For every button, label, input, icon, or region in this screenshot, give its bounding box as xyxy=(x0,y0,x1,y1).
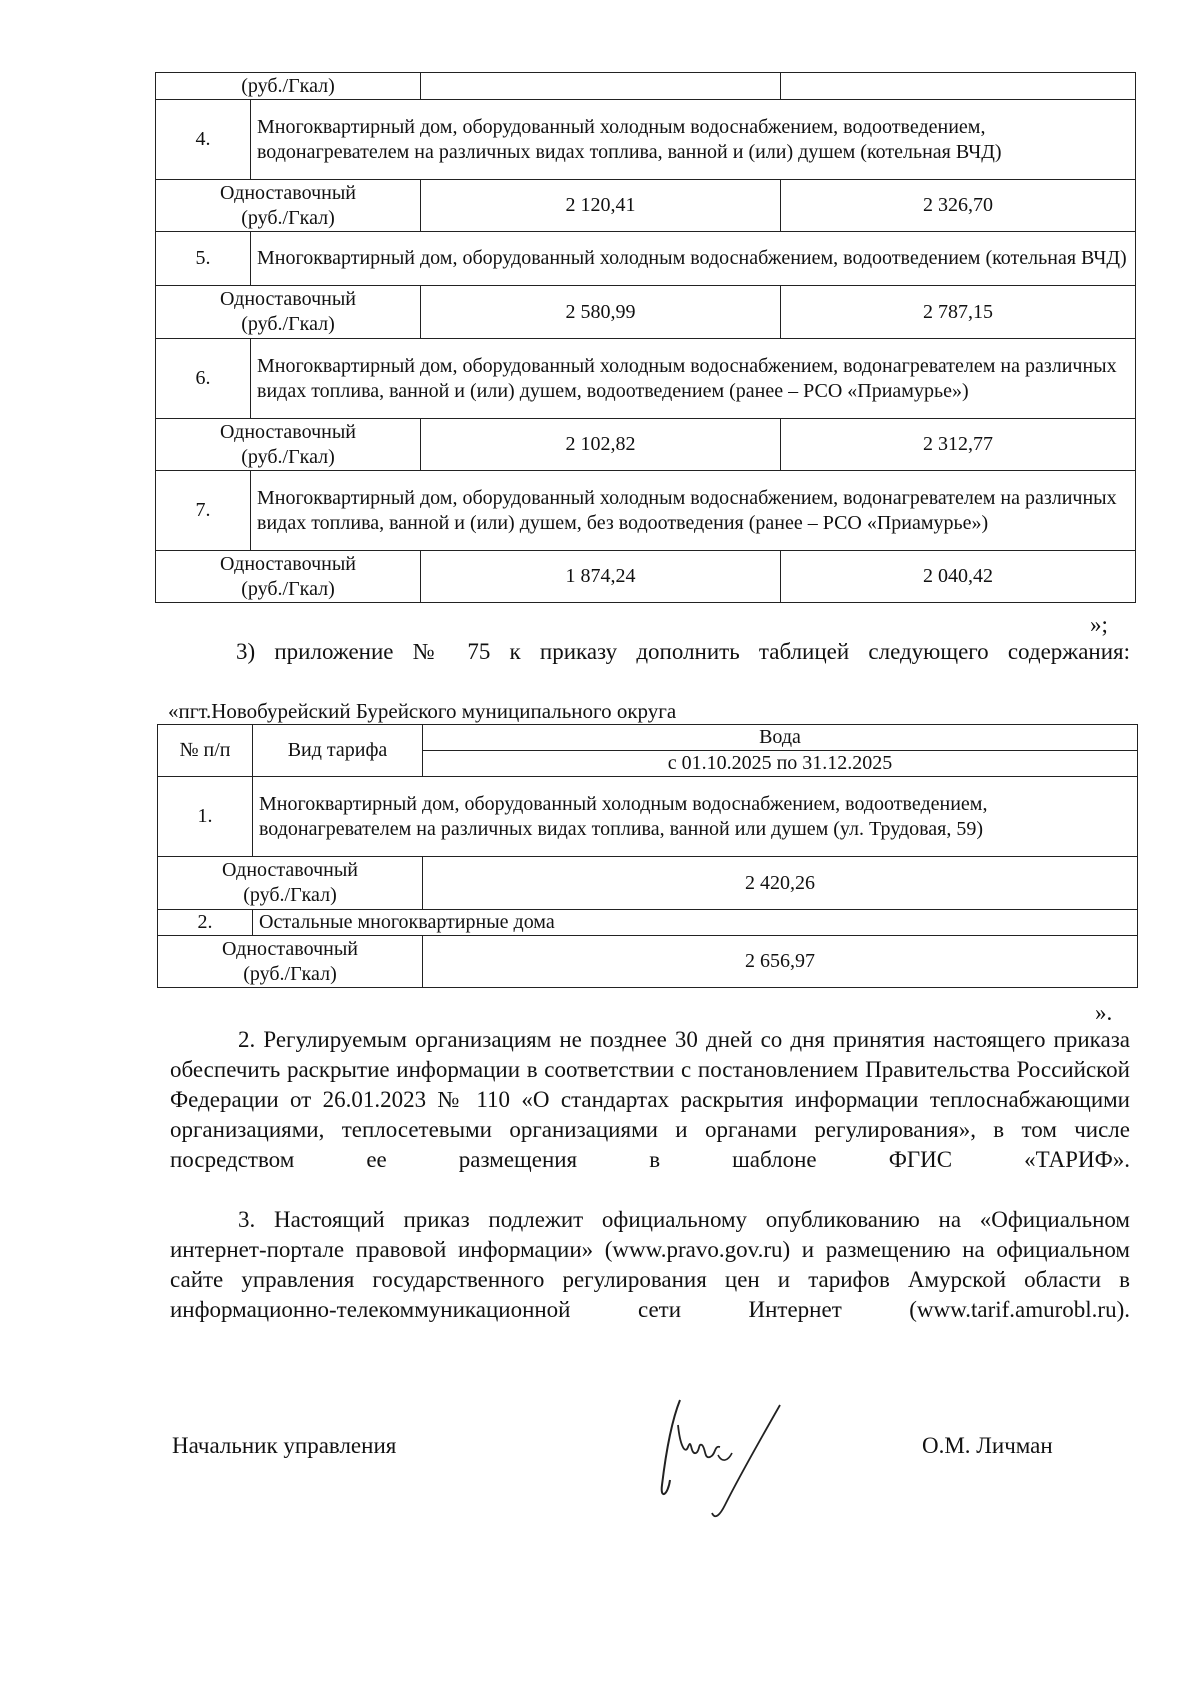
row-number: 2. xyxy=(158,910,253,936)
rate-type-cell: Одноставочный (руб./Гкал) xyxy=(156,286,421,339)
tariff-value: 1 874,24 xyxy=(421,551,781,603)
row-number: 4. xyxy=(156,100,251,180)
row-description: Остальные многоквартирные дома xyxy=(253,910,1138,936)
rate-type-cell: Одноставочный (руб./Гкал) xyxy=(156,419,421,471)
item-3-text: 3) приложение № 75 к приказу дополнить таблицей следующего содержания: xyxy=(236,639,1130,664)
rate-type-cell: Одноставочный (руб./Гкал) xyxy=(158,936,423,988)
signature-position: Начальник управления xyxy=(172,1433,397,1458)
tariff-value: 2 787,15 xyxy=(781,286,1136,339)
quote-close: ». xyxy=(1095,1000,1113,1025)
quote-close: »; xyxy=(1090,612,1108,637)
tariff-value: 2 040,42 xyxy=(781,551,1136,603)
value-cell-empty xyxy=(781,73,1136,100)
header-number: № п/п xyxy=(158,725,253,777)
tariff-value: 2 656,97 xyxy=(423,936,1138,988)
paragraph-3: 3. Настоящий приказ подлежит официальному опубликованию на «Официальном интернет-портале правовой информации» (www.pravo.gov.ru) и размещению на официальном сайте управления государственного регулирования цен и тарифов Амурской области в информационно-телекоммуникационной сети Интернет (www.tarif.amurobl.ru). xyxy=(170,1207,1130,1322)
rate-unit-cell: (руб./Гкал) xyxy=(156,73,421,100)
row-description: Многоквартирный дом, оборудованный холодным водоснабжением, водоотведением (котельная ВЧД) xyxy=(251,232,1136,286)
handwritten-signature xyxy=(640,1385,800,1525)
value-cell-empty xyxy=(421,73,781,100)
header-resource: Вода xyxy=(423,725,1138,751)
row-number: 6. xyxy=(156,339,251,419)
tariff-value: 2 312,77 xyxy=(781,419,1136,471)
rate-type-cell: Одноставочный (руб./Гкал) xyxy=(156,180,421,232)
row-description: Многоквартирный дом, оборудованный холодным водоснабжением, водоотведением, водонагревателем на различных видах топлива, ванной или душем (ул. Трудовая, 59) xyxy=(253,777,1138,857)
tariff-table-new xyxy=(157,724,1138,988)
rate-type-cell: Одноставочный (руб./Гкал) xyxy=(158,857,423,910)
row-description: Многоквартирный дом, оборудованный холодным водоснабжением, водоотведением, водонагревателем на различных видах топлива, ванной и (или) душем (котельная ВЧД) xyxy=(251,100,1136,180)
header-period: с 01.10.2025 по 31.12.2025 xyxy=(423,751,1138,777)
row-number: 5. xyxy=(156,232,251,286)
rate-type-cell: Одноставочный (руб./Гкал) xyxy=(156,551,421,603)
header-tariff-type: Вид тарифа xyxy=(253,725,423,777)
tariff-value: 2 326,70 xyxy=(781,180,1136,232)
signature-name: О.М. Личман xyxy=(922,1433,1053,1458)
tariff-table-continued xyxy=(155,72,1136,603)
tariff-value: 2 120,41 xyxy=(421,180,781,232)
paragraph-2: 2. Регулируемым организациям не позднее 30 дней со дня принятия настоящего приказа обеспечить раскрытие информации в соответствии с постановлением Правительства Российской Федерации от 26.01.2023 № 110 «О стандартах раскрытия информации теплоснабжающими организациями, теплосетевыми организациями и органами регулирования», в том числе посредством ее размещения в шаблоне ФГИС «ТАРИФ». xyxy=(170,1027,1130,1172)
tariff-value: 2 102,82 xyxy=(421,419,781,471)
row-number: 7. xyxy=(156,471,251,551)
row-description: Многоквартирный дом, оборудованный холодным водоснабжением, водонагревателем на различных видах топлива, ванной и (или) душем, без водоотведения (ранее – РСО «Приамурье») xyxy=(251,471,1136,551)
tariff-value: 2 420,26 xyxy=(423,857,1138,910)
row-description: Многоквартирный дом, оборудованный холодным водоснабжением, водонагревателем на различных видах топлива, ванной и (или) душем, водоотведением (ранее – РСО «Приамурье») xyxy=(251,339,1136,419)
table-2-title: «пгт.Новобурейский Бурейского муниципального округа xyxy=(168,699,677,723)
tariff-value: 2 580,99 xyxy=(421,286,781,339)
row-number: 1. xyxy=(158,777,253,857)
